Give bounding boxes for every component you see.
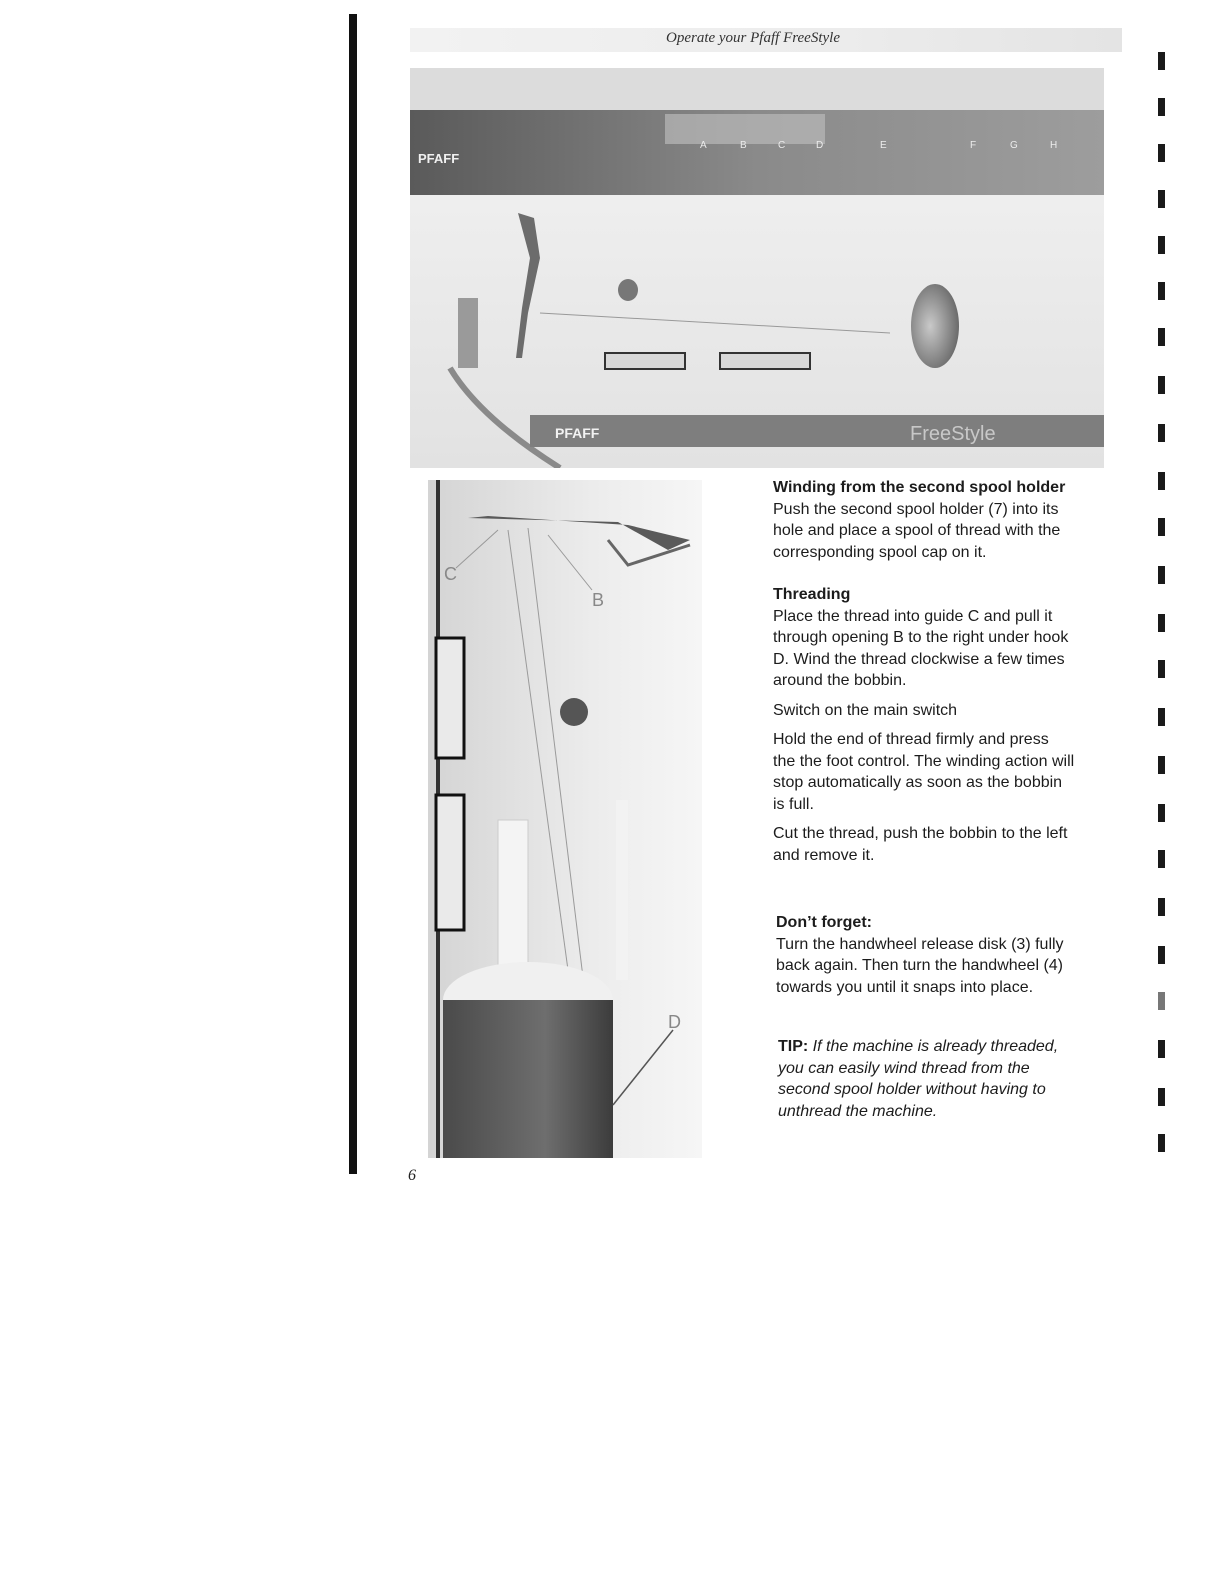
top-strip	[410, 68, 1104, 110]
section-tip	[778, 1036, 1058, 1122]
spool-hole	[618, 279, 638, 301]
threading-p3-line-4: is full.	[773, 795, 814, 813]
front-model: FreeStyle	[910, 423, 996, 445]
dont-forget-heading: Don’t forget:	[776, 914, 872, 931]
index-mark	[1158, 328, 1165, 346]
index-mark	[1158, 566, 1165, 584]
spool-hole-detail	[560, 698, 588, 726]
threading-p3-line-1: Hold the end of thread firmly and press	[773, 731, 1049, 748]
threading-p2-line-1: Switch on the main switch	[773, 701, 958, 719]
panel-letter-g: G	[1010, 140, 1018, 151]
threading-p3-line-3: stop automatically as soon as the bobbin	[773, 774, 1063, 791]
section-winding	[773, 477, 1065, 563]
index-mark	[1158, 1040, 1165, 1058]
tip-line-3: second spool holder without having to	[778, 1081, 1046, 1098]
panel-letter-f: F	[970, 140, 977, 151]
spool-post	[458, 298, 478, 368]
index-mark	[1158, 1088, 1165, 1106]
threading-p4-line-1: Cut the thread, push the bobbin to the left	[773, 825, 1068, 842]
panel-letter-b: B	[740, 140, 747, 151]
index-mark	[1158, 518, 1165, 536]
threading-heading: Threading	[773, 586, 851, 603]
index-mark	[1158, 850, 1165, 868]
front-panel	[530, 415, 1104, 447]
tip-line-1	[778, 1036, 1058, 1058]
panel-letter-h: H	[1050, 140, 1058, 151]
index-mark	[1158, 472, 1165, 490]
index-mark	[1158, 144, 1165, 162]
index-mark	[1158, 756, 1165, 774]
panel-letter-c: C	[778, 140, 786, 151]
label-b: B	[592, 590, 605, 610]
machine-top-photo	[410, 68, 1104, 468]
winding-line-2: hole and place a spool of thread with the	[773, 522, 1061, 539]
spool-body	[443, 1000, 613, 1158]
tip-line-2: you can easily wind thread from the	[778, 1059, 1030, 1077]
index-mark	[1158, 98, 1165, 116]
index-mark	[1158, 52, 1165, 70]
handwheel-slot-2	[720, 353, 810, 369]
threading-p1-line-1: Place the thread into guide C and pull it	[773, 607, 1053, 625]
handwheel-slot-1	[605, 353, 685, 369]
section-dont-forget	[776, 912, 1064, 998]
index-mark	[1158, 236, 1165, 254]
handwheel-2	[436, 795, 464, 930]
tip-label: TIP:	[778, 1038, 809, 1055]
index-mark	[1158, 190, 1165, 208]
threading-p3-line-2: the the foot control. The winding action will	[773, 752, 1075, 770]
panel-letter-d: D	[816, 140, 824, 151]
dont-forget-line-2: back again. Then turn the handwheel (4)	[776, 957, 1064, 974]
threading-p4-line-2: and remove it.	[773, 846, 875, 864]
index-mark	[1158, 898, 1165, 916]
index-mark	[1158, 804, 1165, 822]
winder-bobbin	[911, 284, 959, 368]
binding-edge	[349, 14, 357, 1174]
dont-forget-line-3: towards you until it snaps into place.	[776, 978, 1034, 996]
index-mark	[1158, 376, 1165, 394]
dont-forget-line-1: Turn the handwheel release disk (3) fully	[776, 935, 1064, 953]
threading-p1-line-2: through opening B to the right under hook	[773, 629, 1069, 646]
panel-letter-e: E	[880, 140, 887, 151]
running-header	[410, 28, 1122, 52]
threading-p1-line-3: D. Wind the thread clockwise a few times	[773, 650, 1065, 668]
index-mark	[1158, 1134, 1165, 1152]
winding-detail-photo	[428, 480, 702, 1158]
winding-line-1: Push the second spool holder (7) into its	[773, 500, 1059, 518]
index-mark	[1158, 424, 1165, 442]
index-mark	[1158, 708, 1165, 726]
index-mark	[1158, 282, 1165, 300]
index-mark	[1158, 660, 1165, 678]
thumb-index-marks	[1155, 40, 1169, 1190]
index-mark	[1158, 946, 1165, 964]
winding-heading: Winding from the second spool holder	[773, 479, 1066, 496]
threading-p1-line-4: around the bobbin.	[773, 672, 907, 689]
panel-letter-a: A	[700, 140, 707, 151]
index-mark	[1158, 992, 1165, 1010]
handwheel-1	[436, 638, 464, 758]
header-title: Operate your Pfaff FreeStyle	[666, 30, 840, 46]
section-threading	[773, 584, 1074, 866]
page-number: 6	[408, 1167, 416, 1184]
panel-brand: PFAFF	[418, 151, 460, 166]
guide-post	[616, 800, 628, 980]
tip-first: If the machine is already threaded,	[812, 1038, 1059, 1055]
index-mark	[1158, 614, 1165, 632]
tip-line-4: unthread the machine.	[778, 1102, 938, 1120]
front-brand: PFAFF	[555, 425, 600, 441]
label-c: C	[444, 564, 457, 584]
label-d: D	[668, 1012, 681, 1032]
winding-line-3: corresponding spool cap on it.	[773, 543, 987, 561]
